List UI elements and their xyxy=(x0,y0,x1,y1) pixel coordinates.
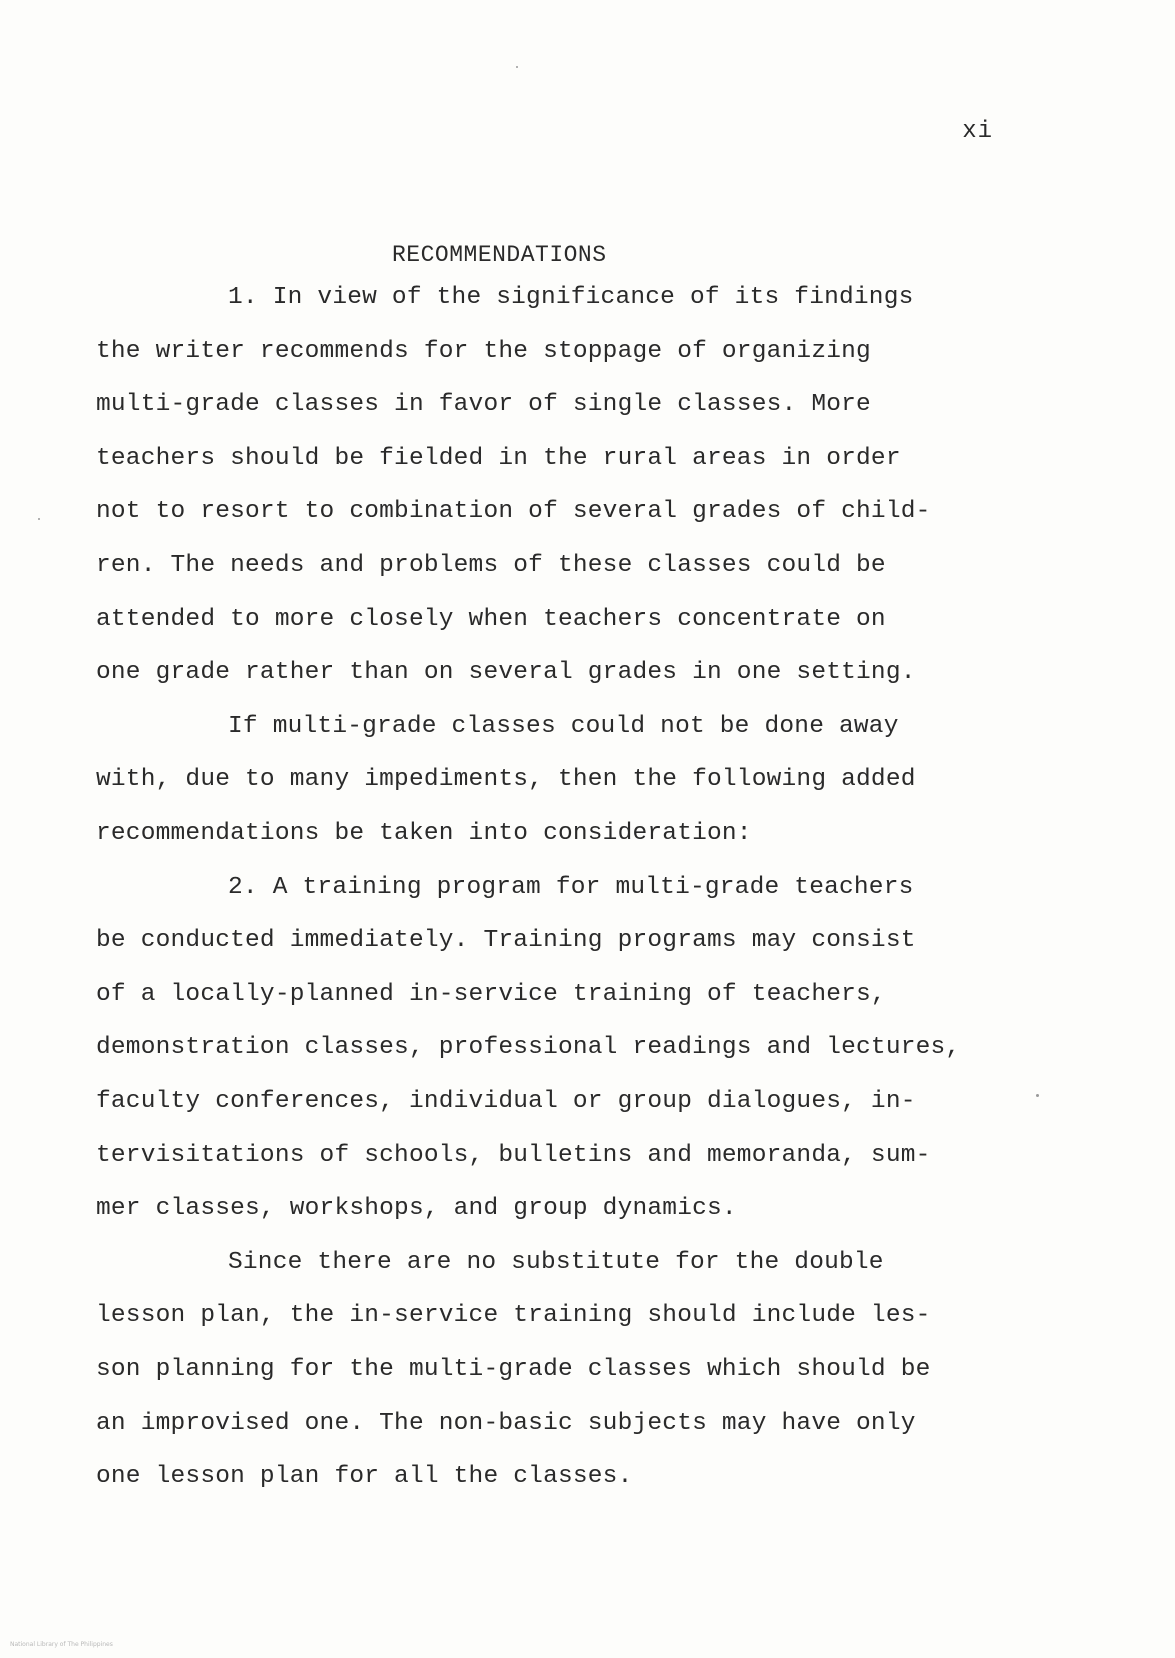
scan-speck xyxy=(38,518,40,520)
text-line: Since there are no substitute for the double xyxy=(228,1249,884,1276)
text-line: 1. In view of the significance of its findings xyxy=(228,284,914,311)
text-line: mer classes, workshops, and group dynamics. xyxy=(96,1195,737,1222)
scan-speck xyxy=(1036,1094,1039,1097)
page-number: xi xyxy=(962,118,993,145)
text-line: multi-grade classes in favor of single classes. More xyxy=(96,391,871,418)
text-line: 2. A training program for multi-grade teachers xyxy=(228,874,914,901)
section-heading: RECOMMENDATIONS xyxy=(392,242,607,268)
text-line: with, due to many impediments, then the following added xyxy=(96,766,916,793)
text-line: teachers should be fielded in the rural areas in order xyxy=(96,445,901,472)
text-line: ren. The needs and problems of these classes could be xyxy=(96,552,886,579)
text-line: be conducted immediately. Training programs may consist xyxy=(96,927,916,954)
text-line: lesson plan, the in-service training should include les- xyxy=(96,1302,931,1329)
text-line: demonstration classes, professional readings and lectures, xyxy=(96,1034,961,1061)
scan-speck xyxy=(516,66,518,68)
scan-footer-note: National Library of The Philippines xyxy=(10,1641,113,1648)
text-line: one lesson plan for all the classes. xyxy=(96,1463,633,1490)
text-line: of a locally-planned in-service training of teachers, xyxy=(96,981,886,1008)
text-line: attended to more closely when teachers concentrate on xyxy=(96,606,886,633)
text-line: If multi-grade classes could not be done away xyxy=(228,713,899,740)
text-line: the writer recommends for the stoppage of organizing xyxy=(96,338,871,365)
text-line: faculty conferences, individual or group dialogues, in- xyxy=(96,1088,916,1115)
text-line: tervisitations of schools, bulletins and memoranda, sum- xyxy=(96,1142,931,1169)
text-line: one grade rather than on several grades in one setting. xyxy=(96,659,916,686)
text-line: recommendations be taken into consideration: xyxy=(96,820,752,847)
text-line: son planning for the multi-grade classes which should be xyxy=(96,1356,931,1383)
text-line: not to resort to combination of several grades of child- xyxy=(96,498,931,525)
text-line: an improvised one. The non-basic subjects may have only xyxy=(96,1410,916,1437)
